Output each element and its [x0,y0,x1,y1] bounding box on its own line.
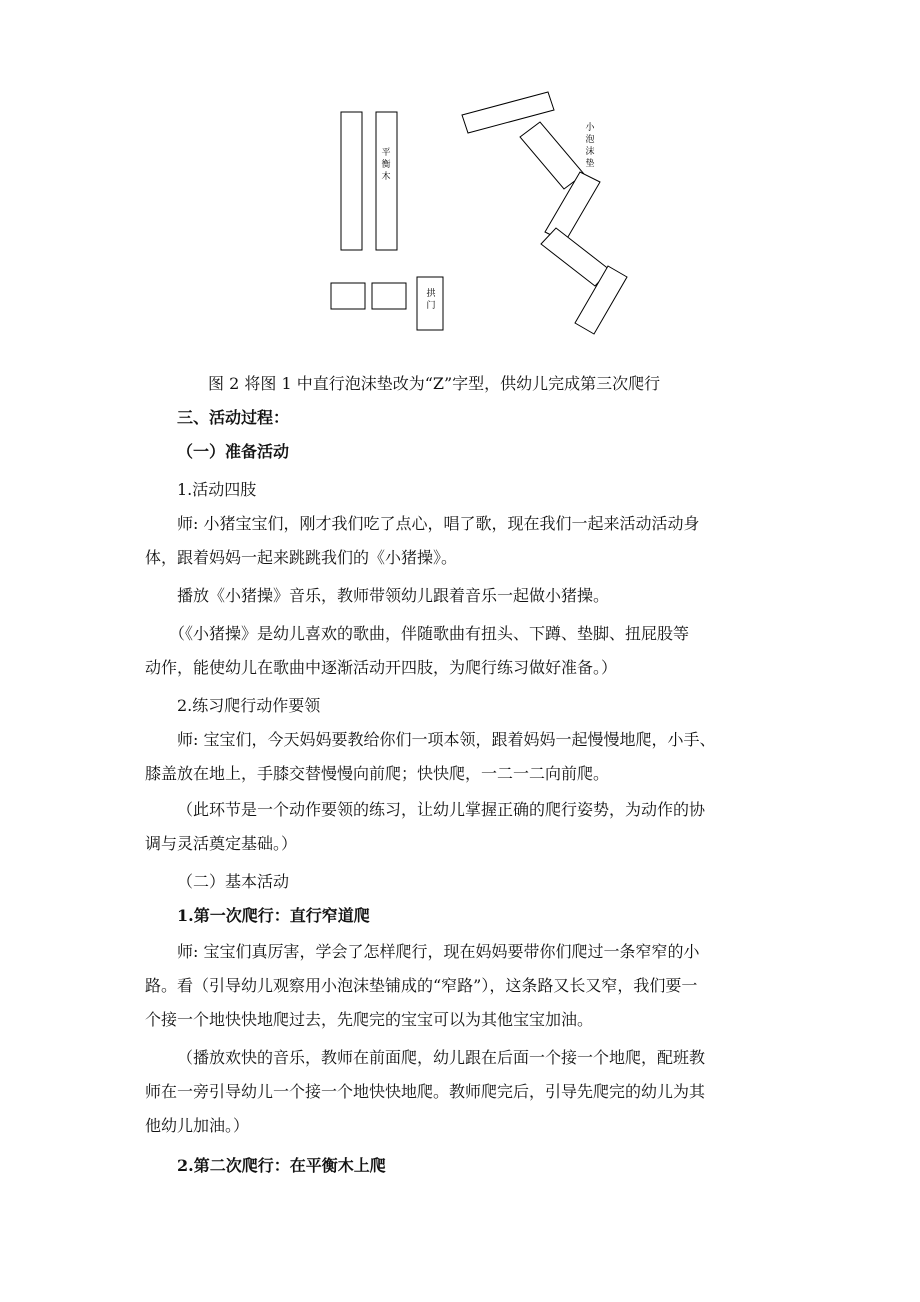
balance-beam-label-1: 平 [381,148,391,158]
section-title: 三、活动过程： [177,408,290,427]
item-title-crawl-technique: 2.练习爬行动作要领 [177,696,321,715]
paragraph-line: （《小猪操》是幼儿喜欢的歌曲，伴随歌曲有扭头、下蹲、垫脚、扭屁股等 [169,624,690,643]
balance-beam-left [341,112,362,250]
foam-mat-label-2: 泡 [585,135,595,145]
figure-caption: 图 2 将图 1 中直行泡沫垫改为“Z”字型，供幼儿完成第三次爬行 [208,374,661,393]
arch-label-2: 门 [426,301,436,311]
foam-mat-label-4: 垫 [585,159,595,169]
foam-mat-2 [520,122,584,189]
foam-mat-label-3: 沫 [585,147,595,157]
item-title-first-crawl: 1.第一次爬行：直行窄道爬 [177,906,370,925]
arch-label-1: 拱 [426,289,436,299]
small-mat-2 [372,283,406,309]
foam-mat-label-1: 小 [585,123,595,133]
balance-beam-label-3: 木 [381,172,391,182]
item-title-limbs: 1.活动四肢 [177,480,257,499]
paragraph-line: 师: 小猪宝宝们，刚才我们吃了点心，唱了歌，现在我们一起来活动活动身 [177,514,700,533]
paragraph-line: 师: 宝宝们真厉害，学会了怎样爬行，现在妈妈要带你们爬过一条窄窄的小 [177,942,700,961]
item-title-second-crawl: 2.第二次爬行：在平衡木上爬 [177,1156,386,1175]
paragraph-line: 膝盖放在地上，手膝交替慢慢向前爬；快快爬，一二一二向前爬。 [145,764,610,783]
foam-mat-4 [541,228,610,286]
paragraph-line: 动作，能使幼儿在歌曲中逐渐活动开四肢，为爬行练习做好准备。） [145,658,618,677]
layout-diagram-svg [300,80,660,340]
paragraph-line: 个接一个地快快地爬过去，先爬完的宝宝可以为其他宝宝加油。 [145,1010,594,1029]
paragraph-line: 播放《小猪操》音乐，教师带领幼儿跟着音乐一起做小猪操。 [177,586,610,605]
layout-diagram [300,80,660,340]
balance-beam-label-2: 衡 [381,160,391,170]
paragraph-line: （此环节是一个动作要领的练习，让幼儿掌握正确的爬行姿势，为动作的协 [177,800,706,819]
paragraph-line: 师: 宝宝们，今天妈妈要教给你们一项本领，跟着妈妈一起慢慢地爬，小手、 [177,730,716,749]
paragraph-line: 他幼儿加油。） [145,1116,250,1135]
subsection-title-basic: （二）基本活动 [177,872,290,891]
paragraph-line: 调与灵活奠定基础。） [145,834,298,853]
paragraph-line: 体，跟着妈妈一起来跳跳我们的《小猪操》。 [145,548,458,567]
paragraph-line: 路。看（引导幼儿观察用小泡沫垫铺成的“窄路”），这条路又长又窄，我们要一 [145,976,698,995]
subsection-title-prep: （一）准备活动 [177,442,290,461]
paragraph-line: （播放欢快的音乐，教师在前面爬，幼儿跟在后面一个接一个地爬，配班教 [177,1048,706,1067]
paragraph-line: 师在一旁引导幼儿一个接一个地快快地爬。教师爬完后，引导先爬完的幼儿为其 [145,1082,706,1101]
small-mat-1 [331,283,365,309]
